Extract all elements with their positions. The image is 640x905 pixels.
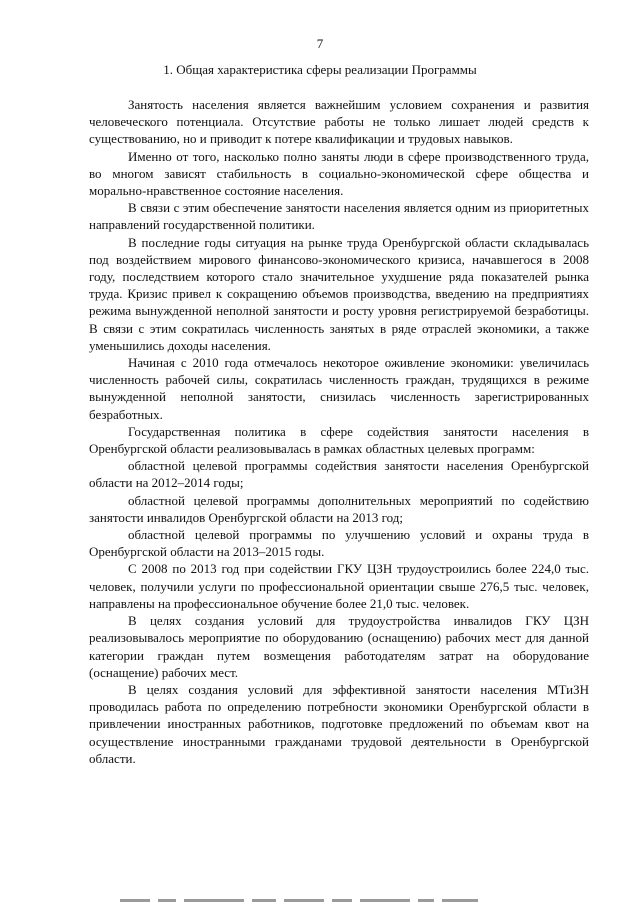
document-body [89,96,589,767]
paragraph: В целях создания условий для трудоустройства инвалидов ГКУ ЦЗН реализовывалось мероприятие по оборудованию (оснащению) рабочих мест для данной категории граждан путем возмещения работодателям затрат на оборудование (оснащение) рабочих мест. [89,613,589,680]
page-number: 7 [316,36,324,51]
scan-footer-artifact [120,896,600,902]
paragraph: Именно от того, насколько полно заняты люди в сфере производственного труда, во многом зависят стабильность в социально-экономической сфере общества и морально-нравственное состояние населения. [89,148,589,199]
paragraph: Государственная политика в сфере содействия занятости населения в Оренбургской области реализовывалась в рамках областных целевых программ: [89,423,589,457]
section-title: 1. Общая характеристика сферы реализации Программы [163,62,477,77]
paragraph: Начиная с 2010 года отмечалось некоторое оживление экономики: увеличилась численность рабочей силы, сократилась численность граждан, трудящихся в режиме вынужденной неполной занятости, снизилась численность зарегистрированных безработных. [89,355,589,422]
paragraph: В целях создания условий для эффективной занятости населения МТиЗН проводилась работа по определению потребности экономики Оренбургской области в привлечении иностранных работников, подготовке предложений по объемам квот на осуществление иностранными гражданами трудовой деятельности в Оренбургской области. [89,681,589,766]
paragraph: В связи с этим обеспечение занятости населения является одним из приоритетных направлений государственной политики. [89,200,589,233]
paragraph: В последние годы ситуация на рынке труда Оренбургской области складывалась под воздействием мирового финансово-экономического кризиса, начавшегося в 2008 году, последствием которого стало значительное ухудшение ряда показателей рынка труда. Кризис привел к сокращению объемов производства, введению на предприятиях режима вынужденной неполной занятости и росту уровня регистрируемой безработицы. В связи с этим сократилась численность занятых в ряде отраслей экономики, а также уменьшились доходы населения. [89,234,589,353]
list-item-program: областной целевой программы дополнительных мероприятий по содействию занятости инвалидов Оренбургской области на 2013 год; [89,492,589,525]
list-item-program: областной целевой программы содействия занятости населения Оренбургской области на 2012–2014 годы; [89,458,589,491]
paragraph: С 2008 по 2013 год при содействии ГКУ ЦЗН трудоустроились более 224,0 тыс. человек, получили услуги по профессиональной ориентации свыше 276,5 тыс. человек, направлены на профессиональное обучение более 21,0 тыс. человек. [89,561,589,611]
paragraph: Занятость населения является важнейшим условием сохранения и развития человеческого потенциала. Отсутствие работы не только лишает людей средств к существованию, но и приводит к потере квалификации и трудовых навыков. [89,97,589,147]
list-item-program: областной целевой программы по улучшению условий и охраны труда в Оренбургской области на 2013–2015 годы. [89,527,589,560]
